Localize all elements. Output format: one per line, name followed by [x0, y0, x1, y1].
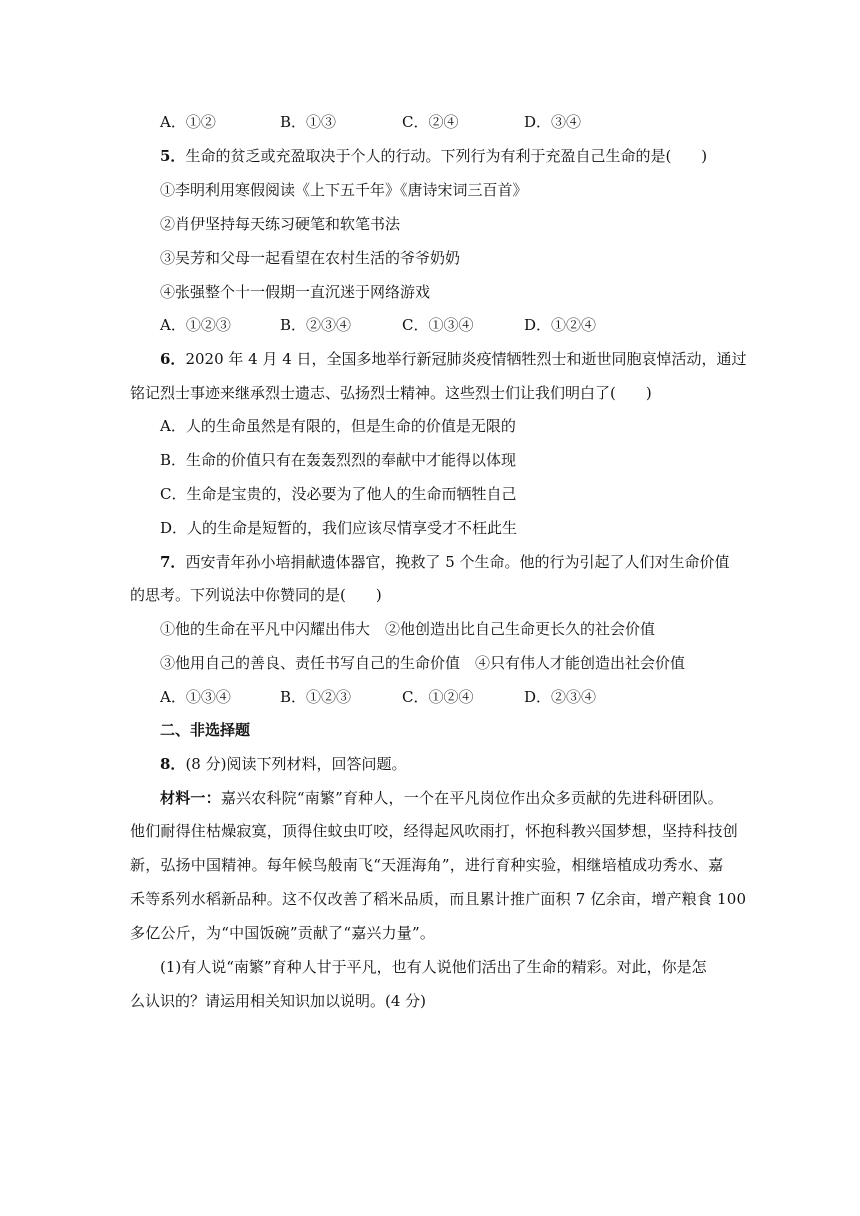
- q6-choice-c: C．生命是宝贵的，没必要为了他人的生命而牺牲自己: [160, 485, 517, 503]
- q8-sub1-line-1: (1)有人说“南繁”育种人甘于平凡，也有人说他们活出了生命的精彩。对此，你是怎: [160, 958, 707, 976]
- q7-stem-line-1: [160, 552, 730, 572]
- q7-option-b: B．①②③: [280, 688, 352, 706]
- q6-stem-line-2: 铭记烈士事迹来继承烈士遗志、弘扬烈士精神。这些烈士们让我们明白了( ): [130, 384, 652, 402]
- q8-material-line-3: 新，弘扬中国精神。每年候鸟般南飞“天涯海角”，进行育种实验，相继培植成功秀水、嘉: [130, 856, 724, 874]
- q7-stem-text-1: 西安青年孙小培捐献遗体器官，挽救了 5 个生命。他的行为引起了人们对生命价值: [185, 553, 730, 571]
- q5-stem-text: 生命的贫乏或充盈取决于个人的行动。下列行为有利于充盈自己生命的是( ): [185, 147, 708, 165]
- q6-number: 6．: [160, 350, 186, 368]
- q7-option-d: D．②③④: [524, 688, 597, 706]
- q7-items-line-2: ③他用自己的善良、责任书写自己的生命价值 ④只有伟人才能创造出社会价值: [160, 654, 686, 672]
- q5-item-4: ④张强整个十一假期一直沉迷于网络游戏: [160, 283, 431, 301]
- q8-material-line-1: [160, 788, 723, 808]
- q5-stem: [160, 146, 707, 166]
- q4-option-a: A．①②: [160, 113, 216, 131]
- q6-choice-b: B．生命的价值只有在轰轰烈烈的奉献中才能得以体现: [160, 451, 517, 469]
- q4-option-d: D．③④: [524, 113, 582, 131]
- q6-choice-d: D．人的生命是短暂的，我们应该尽情享受才不枉此生: [160, 519, 518, 537]
- q5-option-a: A．①②③: [160, 316, 231, 334]
- q6-choice-a: A．人的生命虽然是有限的，但是生命的价值是无限的: [160, 417, 516, 435]
- q8-sub1-line-2: 么认识的？请运用相关知识加以说明。(4 分): [130, 992, 427, 1010]
- q8-stem: [160, 754, 406, 774]
- q4-option-c: C．②④: [402, 113, 459, 131]
- q6-stem-line-1: [160, 349, 747, 369]
- q7-option-a: A．①③④: [160, 688, 231, 706]
- q5-item-1: ①李明利用寒假阅读《上下五千年》《唐诗宋词三百首》: [160, 181, 528, 199]
- q5-option-c: C．①③④: [402, 316, 474, 334]
- material-text-1: 嘉兴农科院“南繁”育种人，一个在平凡岗位作出众多贡献的先进科研团队。: [220, 789, 723, 807]
- q7-number: 7．: [160, 553, 186, 571]
- q7-items-line-1: ①他的生命在平凡中闪耀出伟大 ②他创造出比自己生命更长久的社会价值: [160, 620, 656, 638]
- q4-option-b: B．①③: [280, 113, 337, 131]
- q5-number: 5．: [160, 147, 186, 165]
- q8-material-line-5: 多亿公斤，为“中国饭碗”贡献了“嘉兴力量”。: [130, 924, 436, 942]
- q8-material-line-2: 他们耐得住枯燥寂寞，顶得住蚊虫叮咬，经得起风吹雨打，怀抱科教兴国梦想，坚持科技创: [130, 822, 739, 840]
- q8-number: 8．: [160, 755, 186, 773]
- material-label: 材料一：: [160, 789, 221, 807]
- q7-stem-line-2: 的思考。下列说法中你赞同的是( ): [130, 586, 382, 604]
- q5-option-b: B．②③④: [280, 316, 352, 334]
- q8-material-line-4: 禾等系列水稻新品种。这不仅改善了稻米品质，而且累计推广面积 7 亿余亩，增产粮食 100: [130, 890, 747, 908]
- q5-item-2: ②肖伊坚持每天练习硬笔和软笔书法: [160, 215, 401, 233]
- q5-item-3: ③吴芳和父母一起看望在农村生活的爷爷奶奶: [160, 249, 461, 267]
- q5-option-d: D．①②④: [524, 316, 597, 334]
- q7-option-c: C．①②④: [402, 688, 474, 706]
- section-title: 二、非选择题: [160, 721, 251, 739]
- q8-stem-text: (8 分)阅读下列材料，回答问题。: [185, 755, 407, 773]
- q6-stem-text-1: 2020 年 4 月 4 日，全国多地举行新冠肺炎疫情牺牲烈士和逝世同胞哀悼活动，通过: [185, 350, 747, 368]
